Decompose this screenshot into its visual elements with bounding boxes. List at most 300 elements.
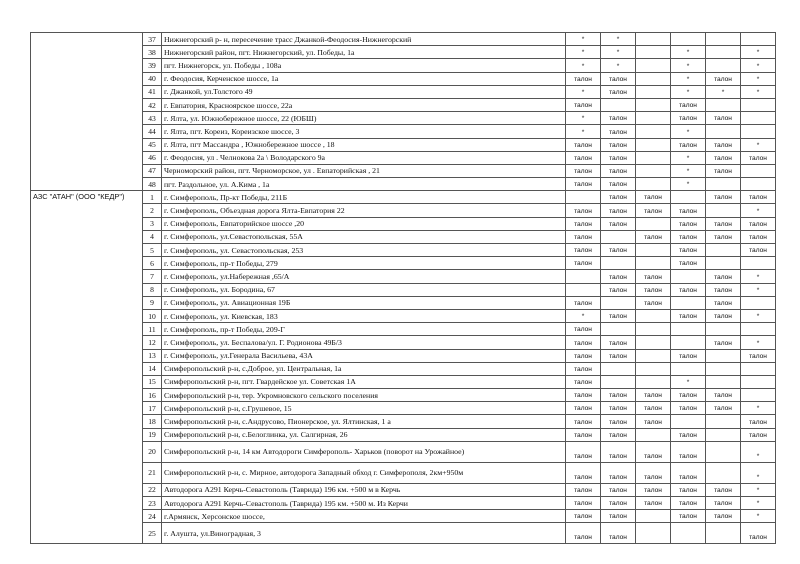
fuel-availability-cell: талон <box>636 497 671 510</box>
table-row <box>31 523 776 544</box>
fuel-availability-cell: талон <box>566 244 601 257</box>
row-number-cell: 16 <box>143 389 162 402</box>
fuel-availability-cell: талон <box>601 402 636 415</box>
fuel-availability-cell: талон <box>566 98 601 111</box>
address-cell: г. Симферополь, ул. Беспалова/ул. Г. Родионова 49Б/3 <box>162 336 566 349</box>
fuel-availability-cell: талон <box>601 164 636 177</box>
fuel-availability-cell: талон <box>601 125 636 138</box>
fuel-availability-cell <box>636 46 671 59</box>
fuel-availability-cell: * <box>741 59 776 72</box>
fuel-availability-cell: талон <box>671 112 706 125</box>
fuel-availability-cell: * <box>671 178 706 191</box>
fuel-availability-cell: талон <box>601 244 636 257</box>
fuel-availability-cell: * <box>601 46 636 59</box>
fuel-availability-cell: талон <box>706 309 741 322</box>
table-row <box>31 349 776 362</box>
fuel-availability-cell: талон <box>706 164 741 177</box>
row-number-cell: 37 <box>143 33 162 46</box>
fuel-availability-cell <box>706 98 741 111</box>
fuel-availability-cell: талон <box>601 204 636 217</box>
fuel-availability-cell <box>601 230 636 243</box>
table-row <box>31 510 776 523</box>
fuel-availability-cell <box>741 257 776 270</box>
fuel-availability-cell <box>741 33 776 46</box>
fuel-availability-cell: талон <box>706 497 741 510</box>
fuel-availability-cell <box>741 296 776 309</box>
address-cell: г. Симферополь, ул. Севастопольская, 253 <box>162 244 566 257</box>
address-cell: Симферопольский р-н, с.Белоглинка, ул. Салгирная, 26 <box>162 428 566 441</box>
fuel-availability-cell <box>706 441 741 462</box>
table-row <box>31 85 776 98</box>
table-row <box>31 257 776 270</box>
fuel-availability-cell: талон <box>566 72 601 85</box>
row-number-cell: 3 <box>143 217 162 230</box>
table-row <box>31 230 776 243</box>
fuel-availability-cell: * <box>741 270 776 283</box>
fuel-availability-cell: талон <box>566 462 601 483</box>
fuel-availability-cell: талон <box>566 389 601 402</box>
address-cell: г. Джанкой, ул.Толстого 49 <box>162 85 566 98</box>
fuel-availability-cell: талон <box>671 309 706 322</box>
fuel-availability-cell: талон <box>706 112 741 125</box>
fuel-availability-cell: * <box>741 441 776 462</box>
fuel-availability-cell: талон <box>636 230 671 243</box>
operator-name-cell <box>31 33 143 191</box>
fuel-availability-cell: * <box>741 138 776 151</box>
fuel-availability-cell: * <box>741 309 776 322</box>
row-number-cell: 38 <box>143 46 162 59</box>
fuel-availability-cell: * <box>566 85 601 98</box>
row-number-cell: 15 <box>143 375 162 388</box>
fuel-availability-cell <box>706 244 741 257</box>
fuel-availability-cell: * <box>741 402 776 415</box>
fuel-availability-cell: талон <box>706 402 741 415</box>
table-row <box>31 112 776 125</box>
fuel-availability-cell: талон <box>741 217 776 230</box>
row-number-cell: 42 <box>143 98 162 111</box>
fuel-availability-cell: талон <box>566 375 601 388</box>
fuel-availability-cell: талон <box>706 230 741 243</box>
fuel-availability-cell <box>601 257 636 270</box>
table-row <box>31 283 776 296</box>
fuel-availability-cell <box>636 323 671 336</box>
row-number-cell: 10 <box>143 309 162 322</box>
address-cell: г. Симферополь, ул.Генерала Васильева, 43А <box>162 349 566 362</box>
fuel-availability-cell: * <box>741 497 776 510</box>
fuel-availability-cell: талон <box>671 497 706 510</box>
fuel-availability-cell <box>706 349 741 362</box>
row-number-cell: 47 <box>143 164 162 177</box>
address-cell: г. Симферополь, ул.Севастопольская, 55А <box>162 230 566 243</box>
fuel-availability-cell: * <box>671 85 706 98</box>
row-number-cell: 20 <box>143 441 162 462</box>
fuel-availability-cell: талон <box>706 151 741 164</box>
address-cell: пгт. Раздольное, ул. А.Кима , 1а <box>162 178 566 191</box>
fuel-availability-cell: талон <box>671 230 706 243</box>
fuel-availability-cell: * <box>601 59 636 72</box>
row-number-cell: 19 <box>143 428 162 441</box>
fuel-availability-cell: талон <box>601 523 636 544</box>
fuel-availability-cell <box>671 362 706 375</box>
fuel-availability-cell <box>636 138 671 151</box>
row-number-cell: 21 <box>143 462 162 483</box>
fuel-availability-cell <box>636 349 671 362</box>
fuel-availability-cell: талон <box>706 283 741 296</box>
fuel-availability-cell: талон <box>601 510 636 523</box>
fuel-availability-cell: * <box>566 33 601 46</box>
fuel-availability-cell: * <box>741 85 776 98</box>
fuel-availability-cell: талон <box>636 389 671 402</box>
row-number-cell: 41 <box>143 85 162 98</box>
fuel-availability-cell: талон <box>566 257 601 270</box>
row-number-cell: 7 <box>143 270 162 283</box>
table-row <box>31 362 776 375</box>
table-row <box>31 204 776 217</box>
address-cell: г. Симферополь, пр-т Победы, 209-Г <box>162 323 566 336</box>
address-cell: г. Ялта, пгт. Кореиз, Кореизское шоссе, 3 <box>162 125 566 138</box>
table-row <box>31 98 776 111</box>
operator-name-cell: АЗС "АТАН" (ООО "КЕДР") <box>31 191 143 544</box>
row-number-cell: 2 <box>143 204 162 217</box>
fuel-availability-cell: * <box>741 204 776 217</box>
fuel-availability-cell: талон <box>636 296 671 309</box>
table-row <box>31 72 776 85</box>
fuel-availability-cell: * <box>671 59 706 72</box>
fuel-availability-cell: талон <box>601 336 636 349</box>
row-number-cell: 22 <box>143 483 162 496</box>
address-cell: г. Евпатория, Красноярское шоссе, 22а <box>162 98 566 111</box>
fuel-availability-cell <box>671 296 706 309</box>
row-number-cell: 17 <box>143 402 162 415</box>
fuel-availability-cell: талон <box>601 283 636 296</box>
fuel-availability-cell <box>706 415 741 428</box>
fuel-availability-cell <box>706 428 741 441</box>
fuel-availability-cell: * <box>671 125 706 138</box>
fuel-availability-cell: талон <box>636 283 671 296</box>
fuel-availability-cell: * <box>671 164 706 177</box>
fuel-availability-cell: талон <box>601 462 636 483</box>
fuel-availability-cell: талон <box>566 323 601 336</box>
address-cell: г. Симферополь, Объездная дорога Ялта-Евпатория 22 <box>162 204 566 217</box>
table-row <box>31 151 776 164</box>
fuel-availability-cell: * <box>741 283 776 296</box>
fuel-availability-cell: * <box>566 125 601 138</box>
fuel-availability-cell <box>706 59 741 72</box>
fuel-availability-cell <box>671 191 706 204</box>
fuel-availability-cell <box>636 59 671 72</box>
fuel-availability-cell <box>636 178 671 191</box>
fuel-availability-cell <box>636 151 671 164</box>
row-number-cell: 8 <box>143 283 162 296</box>
fuel-availability-cell: талон <box>671 204 706 217</box>
fuel-availability-cell: талон <box>636 483 671 496</box>
address-cell: Симферопольский р-н, с.Доброе, ул. Центральная, 1а <box>162 362 566 375</box>
table-row <box>31 415 776 428</box>
table-row <box>31 217 776 230</box>
fuel-availability-cell <box>741 362 776 375</box>
fuel-availability-cell: талон <box>741 230 776 243</box>
fuel-availability-cell <box>706 523 741 544</box>
fuel-availability-cell: талон <box>636 270 671 283</box>
fuel-availability-cell: талон <box>636 204 671 217</box>
fuel-availability-cell <box>636 244 671 257</box>
fuel-availability-cell: талон <box>601 270 636 283</box>
fuel-availability-cell <box>566 270 601 283</box>
fuel-availability-cell <box>636 375 671 388</box>
address-cell: г. Симферополь, пр-т Победы, 279 <box>162 257 566 270</box>
fuel-availability-cell: талон <box>601 85 636 98</box>
fuel-availability-cell: талон <box>601 112 636 125</box>
fuel-availability-cell <box>671 415 706 428</box>
fuel-availability-cell: * <box>566 309 601 322</box>
address-cell: г. Симферополь, ул. Авиационная 19Б <box>162 296 566 309</box>
address-cell: Симферопольский р-н, с.Грушевое, 15 <box>162 402 566 415</box>
fuel-availability-cell <box>601 98 636 111</box>
fuel-availability-cell: талон <box>601 72 636 85</box>
fuel-availability-cell: талон <box>566 164 601 177</box>
table-row <box>31 138 776 151</box>
fuel-availability-cell: талон <box>601 191 636 204</box>
fuel-availability-cell: талон <box>601 151 636 164</box>
row-number-cell: 4 <box>143 230 162 243</box>
fuel-availability-cell <box>636 125 671 138</box>
fuel-availability-cell <box>706 204 741 217</box>
table-row <box>31 323 776 336</box>
fuel-stations-table <box>30 32 776 544</box>
table-row <box>31 336 776 349</box>
fuel-availability-cell <box>671 33 706 46</box>
row-number-cell: 46 <box>143 151 162 164</box>
fuel-availability-cell <box>601 375 636 388</box>
fuel-availability-cell <box>636 72 671 85</box>
fuel-availability-cell: * <box>741 336 776 349</box>
fuel-availability-cell: талон <box>636 402 671 415</box>
table-row <box>31 191 776 204</box>
fuel-availability-cell <box>636 523 671 544</box>
address-cell: Симферопольский р-н, с. Мирное, автодорога Западный обход г. Симферополя, 2км+950м <box>162 462 566 483</box>
address-cell: г. Симферополь, Евпаторийское шоссе ,20 <box>162 217 566 230</box>
table-row <box>31 375 776 388</box>
fuel-availability-cell <box>601 362 636 375</box>
fuel-availability-cell: * <box>741 46 776 59</box>
fuel-availability-cell: талон <box>706 389 741 402</box>
fuel-availability-cell: талон <box>566 497 601 510</box>
table-row <box>31 125 776 138</box>
fuel-availability-cell <box>741 125 776 138</box>
fuel-availability-cell: талон <box>566 230 601 243</box>
table-row <box>31 33 776 46</box>
fuel-availability-cell: талон <box>566 138 601 151</box>
fuel-availability-cell: талон <box>601 389 636 402</box>
fuel-availability-cell: * <box>566 112 601 125</box>
fuel-availability-cell: талон <box>636 191 671 204</box>
address-cell: Черноморский район, пгт. Черноморское, ул . Евпаторийская , 21 <box>162 164 566 177</box>
address-cell: Симферопольский р-н, с.Андрусово, Пионерское, ул. Ялтинская, 1 а <box>162 415 566 428</box>
address-cell: Нижнегорский р- н, пересечение трасс Джанкой-Феодосия-Нижнегорский <box>162 33 566 46</box>
address-cell: г. Ялта, ул. Южнобережное шоссе, 22 (ЮБШ) <box>162 112 566 125</box>
fuel-availability-cell: талон <box>671 217 706 230</box>
table-row <box>31 270 776 283</box>
fuel-availability-cell: талон <box>706 510 741 523</box>
table-row <box>31 178 776 191</box>
fuel-availability-cell: талон <box>706 270 741 283</box>
fuel-availability-cell <box>636 217 671 230</box>
table-row <box>31 402 776 415</box>
table-row <box>31 59 776 72</box>
fuel-availability-cell <box>636 33 671 46</box>
row-number-cell: 14 <box>143 362 162 375</box>
fuel-availability-cell: * <box>671 72 706 85</box>
fuel-availability-cell: талон <box>741 244 776 257</box>
fuel-availability-cell: талон <box>671 402 706 415</box>
row-number-cell: 43 <box>143 112 162 125</box>
fuel-availability-cell: талон <box>601 138 636 151</box>
fuel-availability-cell: талон <box>601 217 636 230</box>
row-number-cell: 48 <box>143 178 162 191</box>
table-row <box>31 296 776 309</box>
table-row <box>31 497 776 510</box>
address-cell: г. Ялта, пгт Массандра , Южнобережное шоссе , 18 <box>162 138 566 151</box>
fuel-availability-cell: талон <box>636 441 671 462</box>
fuel-availability-cell: талон <box>741 415 776 428</box>
fuel-availability-cell: талон <box>566 217 601 230</box>
fuel-availability-cell <box>741 112 776 125</box>
row-number-cell: 11 <box>143 323 162 336</box>
address-cell: г. Феодосия, ул . Челнокова 2а \ Володарского 9а <box>162 151 566 164</box>
row-number-cell: 40 <box>143 72 162 85</box>
table-row <box>31 441 776 462</box>
table-row <box>31 244 776 257</box>
table-row <box>31 164 776 177</box>
fuel-availability-cell: * <box>566 46 601 59</box>
fuel-availability-cell <box>636 164 671 177</box>
fuel-availability-cell: талон <box>671 389 706 402</box>
fuel-availability-cell: талон <box>566 349 601 362</box>
fuel-availability-cell <box>671 270 706 283</box>
fuel-availability-cell: * <box>706 85 741 98</box>
address-cell: Симферопольский р-н, пгт. Гвардейское ул. Советская 1А <box>162 375 566 388</box>
address-cell: Нижнегорский район, пгт. Нижнегорский, ул. Победы, 1а <box>162 46 566 59</box>
fuel-availability-cell: талон <box>566 441 601 462</box>
row-number-cell: 18 <box>143 415 162 428</box>
fuel-availability-cell: талон <box>566 510 601 523</box>
table-row <box>31 462 776 483</box>
fuel-availability-cell <box>636 336 671 349</box>
fuel-availability-cell: талон <box>566 204 601 217</box>
fuel-availability-cell: талон <box>601 349 636 362</box>
fuel-availability-cell: * <box>671 375 706 388</box>
fuel-availability-cell: талон <box>671 244 706 257</box>
address-cell: Симферопольский р-н, 14 км Автодороги Симферополь- Харьков (поворот на Урожайное) <box>162 441 566 462</box>
fuel-availability-cell <box>741 323 776 336</box>
row-number-cell: 45 <box>143 138 162 151</box>
table-row <box>31 309 776 322</box>
address-cell: г. Симферополь, ул.Набережная ,65/А <box>162 270 566 283</box>
fuel-availability-cell <box>706 375 741 388</box>
fuel-availability-cell: талон <box>601 483 636 496</box>
fuel-availability-cell <box>671 336 706 349</box>
fuel-availability-cell: * <box>741 483 776 496</box>
fuel-availability-cell: талон <box>566 523 601 544</box>
fuel-availability-cell: талон <box>706 138 741 151</box>
fuel-availability-cell <box>566 191 601 204</box>
fuel-availability-cell: талон <box>671 510 706 523</box>
row-number-cell: 6 <box>143 257 162 270</box>
fuel-availability-cell <box>601 323 636 336</box>
fuel-availability-cell: талон <box>671 462 706 483</box>
address-cell: пгт. Нижнегорск, ул. Победы , 108а <box>162 59 566 72</box>
fuel-availability-cell <box>706 323 741 336</box>
fuel-availability-cell: * <box>671 46 706 59</box>
fuel-availability-cell <box>706 46 741 59</box>
fuel-availability-cell: талон <box>741 191 776 204</box>
fuel-availability-cell: талон <box>601 415 636 428</box>
fuel-availability-cell <box>706 257 741 270</box>
fuel-availability-cell: талон <box>706 483 741 496</box>
fuel-availability-cell: талон <box>741 428 776 441</box>
table-row <box>31 483 776 496</box>
fuel-availability-cell: талон <box>671 138 706 151</box>
fuel-availability-cell: * <box>566 59 601 72</box>
fuel-availability-cell: талон <box>566 296 601 309</box>
fuel-availability-cell: талон <box>706 336 741 349</box>
fuel-availability-cell <box>706 125 741 138</box>
fuel-availability-cell: талон <box>671 441 706 462</box>
fuel-availability-cell <box>706 33 741 46</box>
fuel-availability-cell <box>741 98 776 111</box>
row-number-cell: 25 <box>143 523 162 544</box>
address-cell: г. Феодосия, Керченское шоссе, 1а <box>162 72 566 85</box>
fuel-availability-cell: талон <box>706 191 741 204</box>
fuel-availability-cell <box>636 362 671 375</box>
fuel-availability-cell <box>741 178 776 191</box>
table-row <box>31 46 776 59</box>
table-row <box>31 389 776 402</box>
row-number-cell: 1 <box>143 191 162 204</box>
fuel-availability-cell: талон <box>566 415 601 428</box>
row-number-cell: 39 <box>143 59 162 72</box>
fuel-availability-cell: талон <box>566 402 601 415</box>
fuel-availability-cell <box>671 323 706 336</box>
address-cell: г. Симферополь, ул. Киевская, 183 <box>162 309 566 322</box>
address-cell: г. Алушта, ул.Виноградная, 3 <box>162 523 566 544</box>
fuel-availability-cell <box>706 462 741 483</box>
fuel-availability-cell <box>636 257 671 270</box>
fuel-availability-cell: талон <box>671 283 706 296</box>
fuel-availability-cell: талон <box>601 178 636 191</box>
fuel-availability-cell <box>671 523 706 544</box>
fuel-availability-cell: талон <box>566 336 601 349</box>
fuel-availability-cell: талон <box>566 178 601 191</box>
fuel-availability-cell: талон <box>671 349 706 362</box>
fuel-availability-cell: талон <box>706 72 741 85</box>
address-cell: г. Симферополь, Пр-кт Победы, 211Б <box>162 191 566 204</box>
address-cell: г. Симферополь, ул. Бородина, 67 <box>162 283 566 296</box>
fuel-availability-cell <box>636 112 671 125</box>
row-number-cell: 9 <box>143 296 162 309</box>
fuel-availability-cell: талон <box>636 462 671 483</box>
fuel-availability-cell: талон <box>741 151 776 164</box>
address-cell: г.Армянск, Херсонское шоссе, <box>162 510 566 523</box>
row-number-cell: 23 <box>143 497 162 510</box>
fuel-availability-cell: талон <box>671 483 706 496</box>
fuel-availability-cell: талон <box>706 296 741 309</box>
fuel-availability-cell <box>706 362 741 375</box>
fuel-availability-cell <box>636 85 671 98</box>
fuel-availability-cell: талон <box>636 415 671 428</box>
fuel-availability-cell <box>741 389 776 402</box>
row-number-cell: 5 <box>143 244 162 257</box>
